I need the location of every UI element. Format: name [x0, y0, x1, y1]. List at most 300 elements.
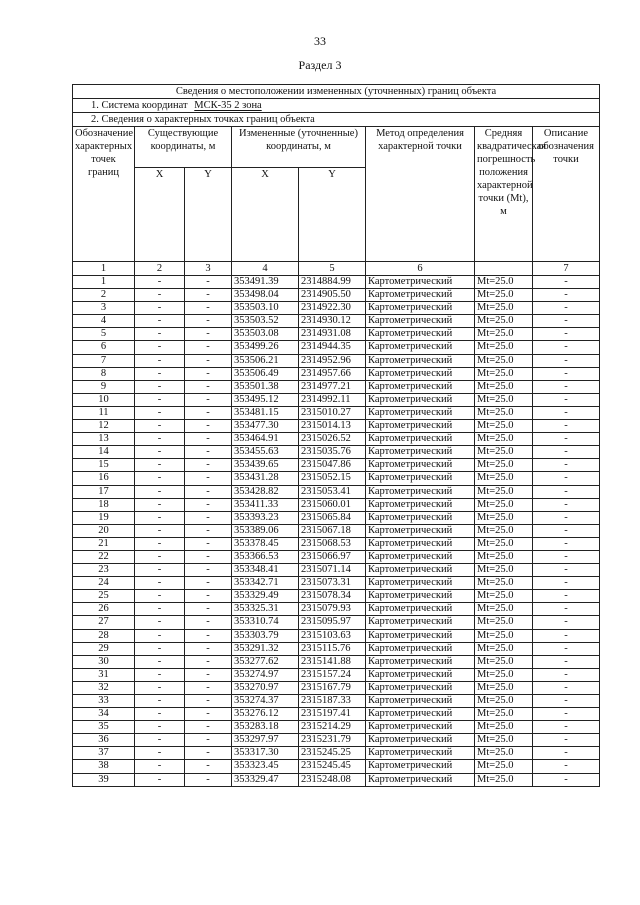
existing-x-cell: -: [135, 511, 185, 524]
table-row: [73, 577, 600, 590]
changed-x-cell: 353329.47: [232, 773, 299, 786]
header-description: Описание обозначения точки: [533, 127, 600, 262]
accuracy-cell: Mt=25.0: [475, 498, 533, 511]
point-number-cell: 7: [73, 354, 135, 367]
point-number-cell: 34: [73, 708, 135, 721]
table-title: Сведения о местоположении измененных (уточненных) границ объекта: [73, 85, 600, 99]
table-row: [73, 734, 600, 747]
accuracy-cell: Mt=25.0: [475, 367, 533, 380]
existing-x-cell: -: [135, 472, 185, 485]
table-row: [73, 629, 600, 642]
changed-x-cell: 353274.37: [232, 695, 299, 708]
point-number-cell: 29: [73, 642, 135, 655]
point-number-cell: 20: [73, 524, 135, 537]
changed-x-cell: 353464.91: [232, 433, 299, 446]
description-cell: -: [533, 708, 600, 721]
method-cell: Картометрический: [366, 420, 475, 433]
accuracy-cell: Mt=25.0: [475, 734, 533, 747]
table-row: [73, 472, 600, 485]
description-cell: -: [533, 328, 600, 341]
table-row: [73, 760, 600, 773]
point-number-cell: 35: [73, 721, 135, 734]
existing-x-cell: -: [135, 367, 185, 380]
accuracy-cell: Mt=25.0: [475, 616, 533, 629]
table-row: [73, 537, 600, 550]
changed-x-cell: 353277.62: [232, 655, 299, 668]
changed-y-cell: 2315078.34: [299, 590, 366, 603]
table-row: [73, 590, 600, 603]
existing-x-cell: -: [135, 695, 185, 708]
point-number-cell: 26: [73, 603, 135, 616]
changed-y-cell: 2315115.76: [299, 642, 366, 655]
accuracy-cell: Mt=25.0: [475, 459, 533, 472]
description-cell: -: [533, 616, 600, 629]
existing-y-cell: -: [185, 773, 232, 786]
changed-x-cell: 353503.10: [232, 302, 299, 315]
description-cell: -: [533, 485, 600, 498]
changed-x-cell: 353378.45: [232, 537, 299, 550]
existing-y-cell: -: [185, 734, 232, 747]
point-number-cell: 19: [73, 511, 135, 524]
existing-y-cell: -: [185, 668, 232, 681]
existing-x-cell: -: [135, 564, 185, 577]
table-row: [73, 681, 600, 694]
changed-y-cell: 2315035.76: [299, 446, 366, 459]
point-number-cell: 36: [73, 734, 135, 747]
changed-y-cell: 2315187.33: [299, 695, 366, 708]
changed-x-cell: 353276.12: [232, 708, 299, 721]
changed-x-cell: 353310.74: [232, 616, 299, 629]
table-row: [73, 550, 600, 563]
table-row: [73, 446, 600, 459]
description-cell: -: [533, 276, 600, 289]
header-existing-x: X: [135, 168, 185, 262]
method-cell: Картометрический: [366, 590, 475, 603]
changed-y-cell: 2315197.41: [299, 708, 366, 721]
table-row: [73, 668, 600, 681]
changed-y-cell: 2315214.29: [299, 721, 366, 734]
existing-x-cell: -: [135, 629, 185, 642]
method-cell: Картометрический: [366, 564, 475, 577]
method-cell: Картометрический: [366, 524, 475, 537]
column-numbers-row: [73, 262, 600, 276]
existing-x-cell: -: [135, 655, 185, 668]
accuracy-cell: Mt=25.0: [475, 276, 533, 289]
method-cell: Картометрический: [366, 276, 475, 289]
method-cell: Картометрический: [366, 681, 475, 694]
changed-x-cell: 353270.97: [232, 681, 299, 694]
existing-x-cell: -: [135, 354, 185, 367]
existing-x-cell: -: [135, 550, 185, 563]
changed-y-cell: 2315066.97: [299, 550, 366, 563]
point-number-cell: 8: [73, 367, 135, 380]
changed-y-cell: 2315245.45: [299, 760, 366, 773]
changed-x-cell: 353297.97: [232, 734, 299, 747]
existing-x-cell: -: [135, 459, 185, 472]
description-cell: -: [533, 577, 600, 590]
table-row: [73, 341, 600, 354]
changed-x-cell: 353291.32: [232, 642, 299, 655]
table-row: [73, 616, 600, 629]
existing-x-cell: -: [135, 380, 185, 393]
point-number-cell: 3: [73, 302, 135, 315]
existing-y-cell: -: [185, 380, 232, 393]
point-number-cell: 32: [73, 681, 135, 694]
existing-x-cell: -: [135, 642, 185, 655]
description-cell: -: [533, 773, 600, 786]
accuracy-cell: Mt=25.0: [475, 708, 533, 721]
existing-x-cell: -: [135, 721, 185, 734]
method-cell: Картометрический: [366, 459, 475, 472]
accuracy-cell: Mt=25.0: [475, 695, 533, 708]
changed-x-cell: 353495.12: [232, 393, 299, 406]
changed-x-cell: 353342.71: [232, 577, 299, 590]
method-cell: Картометрический: [366, 367, 475, 380]
description-cell: -: [533, 498, 600, 511]
existing-x-cell: -: [135, 537, 185, 550]
description-cell: -: [533, 681, 600, 694]
existing-y-cell: -: [185, 367, 232, 380]
accuracy-cell: Mt=25.0: [475, 629, 533, 642]
page-number: 33: [314, 34, 326, 48]
changed-y-cell: 2315052.15: [299, 472, 366, 485]
changed-y-cell: 2315053.41: [299, 485, 366, 498]
changed-x-cell: 353431.28: [232, 472, 299, 485]
existing-y-cell: -: [185, 537, 232, 550]
table-row: [73, 459, 600, 472]
existing-y-cell: -: [185, 695, 232, 708]
existing-y-cell: -: [185, 354, 232, 367]
changed-y-cell: 2315157.24: [299, 668, 366, 681]
method-cell: Картометрический: [366, 577, 475, 590]
method-cell: Картометрический: [366, 446, 475, 459]
accuracy-cell: Mt=25.0: [475, 485, 533, 498]
method-cell: Картометрический: [366, 760, 475, 773]
existing-x-cell: -: [135, 446, 185, 459]
point-number-cell: 12: [73, 420, 135, 433]
point-number-cell: 22: [73, 550, 135, 563]
existing-y-cell: -: [185, 760, 232, 773]
accuracy-cell: Mt=25.0: [475, 380, 533, 393]
changed-y-cell: 2315068.53: [299, 537, 366, 550]
header-changed-y: Y: [299, 168, 366, 262]
accuracy-cell: Mt=25.0: [475, 406, 533, 419]
accuracy-cell: Mt=25.0: [475, 590, 533, 603]
changed-y-cell: 2315071.14: [299, 564, 366, 577]
existing-y-cell: -: [185, 406, 232, 419]
point-number-cell: 1: [73, 276, 135, 289]
method-cell: Картометрический: [366, 433, 475, 446]
changed-x-cell: 353506.49: [232, 367, 299, 380]
existing-y-cell: -: [185, 629, 232, 642]
changed-y-cell: 2314931.08: [299, 328, 366, 341]
existing-y-cell: -: [185, 315, 232, 328]
table-row: [73, 367, 600, 380]
description-cell: -: [533, 734, 600, 747]
column-number: 4: [232, 262, 299, 276]
point-number-cell: 24: [73, 577, 135, 590]
point-number-cell: 9: [73, 380, 135, 393]
changed-x-cell: 353411.33: [232, 498, 299, 511]
changed-y-cell: 2314884.99: [299, 276, 366, 289]
changed-y-cell: 2315079.93: [299, 603, 366, 616]
description-cell: -: [533, 406, 600, 419]
point-number-cell: 17: [73, 485, 135, 498]
column-number: 2: [135, 262, 185, 276]
table-row: [73, 773, 600, 786]
point-number-cell: 5: [73, 328, 135, 341]
method-cell: Картометрический: [366, 773, 475, 786]
existing-y-cell: -: [185, 524, 232, 537]
accuracy-cell: Mt=25.0: [475, 642, 533, 655]
point-number-cell: 33: [73, 695, 135, 708]
accuracy-cell: Mt=25.0: [475, 393, 533, 406]
description-cell: -: [533, 433, 600, 446]
table-row: [73, 380, 600, 393]
existing-x-cell: -: [135, 747, 185, 760]
table-row: [73, 642, 600, 655]
changed-y-cell: 2314952.96: [299, 354, 366, 367]
method-cell: Картометрический: [366, 328, 475, 341]
description-cell: -: [533, 695, 600, 708]
table-row: [73, 302, 600, 315]
table-row: [73, 708, 600, 721]
method-cell: Картометрический: [366, 642, 475, 655]
existing-y-cell: -: [185, 302, 232, 315]
description-cell: -: [533, 289, 600, 302]
changed-x-cell: 353481.15: [232, 406, 299, 419]
accuracy-cell: Mt=25.0: [475, 524, 533, 537]
description-cell: -: [533, 354, 600, 367]
description-cell: -: [533, 446, 600, 459]
table-row: [73, 695, 600, 708]
changed-x-cell: 353499.26: [232, 341, 299, 354]
existing-x-cell: -: [135, 341, 185, 354]
description-cell: -: [533, 760, 600, 773]
table-row: [73, 406, 600, 419]
existing-y-cell: -: [185, 747, 232, 760]
method-cell: Картометрический: [366, 537, 475, 550]
changed-x-cell: 353506.21: [232, 354, 299, 367]
existing-y-cell: -: [185, 328, 232, 341]
existing-y-cell: -: [185, 550, 232, 563]
method-cell: Картометрический: [366, 354, 475, 367]
table-row: [73, 721, 600, 734]
existing-y-cell: -: [185, 433, 232, 446]
method-cell: Картометрический: [366, 472, 475, 485]
accuracy-cell: Mt=25.0: [475, 760, 533, 773]
point-number-cell: 30: [73, 655, 135, 668]
existing-x-cell: -: [135, 760, 185, 773]
method-cell: Картометрический: [366, 695, 475, 708]
method-cell: Картометрический: [366, 668, 475, 681]
changed-y-cell: 2315073.31: [299, 577, 366, 590]
accuracy-cell: Mt=25.0: [475, 328, 533, 341]
boundary-points-table: [72, 84, 600, 787]
column-number: [475, 262, 533, 276]
existing-y-cell: -: [185, 590, 232, 603]
description-cell: -: [533, 367, 600, 380]
changed-y-cell: 2315067.18: [299, 524, 366, 537]
accuracy-cell: Mt=25.0: [475, 655, 533, 668]
existing-x-cell: -: [135, 577, 185, 590]
header-changed: Измененные (уточненные) координаты, м: [232, 127, 366, 168]
changed-y-cell: 2315167.79: [299, 681, 366, 694]
table-row: [73, 328, 600, 341]
point-number-cell: 37: [73, 747, 135, 760]
changed-x-cell: 353303.79: [232, 629, 299, 642]
table-row: [73, 603, 600, 616]
accuracy-cell: Mt=25.0: [475, 773, 533, 786]
point-number-cell: 14: [73, 446, 135, 459]
accuracy-cell: Mt=25.0: [475, 289, 533, 302]
existing-x-cell: -: [135, 590, 185, 603]
existing-y-cell: -: [185, 655, 232, 668]
description-cell: -: [533, 524, 600, 537]
header-method: Метод определения характерной точки: [366, 127, 475, 262]
existing-y-cell: -: [185, 485, 232, 498]
description-cell: -: [533, 629, 600, 642]
description-cell: -: [533, 668, 600, 681]
accuracy-cell: Mt=25.0: [475, 747, 533, 760]
accuracy-cell: Mt=25.0: [475, 433, 533, 446]
accuracy-cell: Mt=25.0: [475, 564, 533, 577]
description-cell: -: [533, 747, 600, 760]
table-row: [73, 564, 600, 577]
changed-y-cell: 2315095.97: [299, 616, 366, 629]
changed-y-cell: 2315245.25: [299, 747, 366, 760]
method-cell: Картометрический: [366, 629, 475, 642]
existing-x-cell: -: [135, 603, 185, 616]
point-number-cell: 13: [73, 433, 135, 446]
point-number-cell: 16: [73, 472, 135, 485]
existing-x-cell: -: [135, 668, 185, 681]
points-info: 2. Сведения о характерных точках границ объекта: [73, 113, 600, 127]
description-cell: -: [533, 537, 600, 550]
method-cell: Картометрический: [366, 498, 475, 511]
description-cell: -: [533, 315, 600, 328]
accuracy-cell: Mt=25.0: [475, 420, 533, 433]
column-number: 5: [299, 262, 366, 276]
changed-y-cell: 2314905.50: [299, 289, 366, 302]
header-existing-y: Y: [185, 168, 232, 262]
changed-x-cell: 353491.39: [232, 276, 299, 289]
changed-y-cell: 2315103.63: [299, 629, 366, 642]
changed-x-cell: 353325.31: [232, 603, 299, 616]
method-cell: Картометрический: [366, 393, 475, 406]
method-cell: Картометрический: [366, 315, 475, 328]
method-cell: Картометрический: [366, 734, 475, 747]
existing-x-cell: -: [135, 315, 185, 328]
changed-y-cell: 2315047.86: [299, 459, 366, 472]
changed-x-cell: 353455.63: [232, 446, 299, 459]
changed-y-cell: 2314944.35: [299, 341, 366, 354]
existing-x-cell: -: [135, 433, 185, 446]
existing-y-cell: -: [185, 420, 232, 433]
header-changed-x: X: [232, 168, 299, 262]
table-row: [73, 354, 600, 367]
description-cell: -: [533, 603, 600, 616]
column-number: 6: [366, 262, 475, 276]
changed-x-cell: 353428.82: [232, 485, 299, 498]
method-cell: Картометрический: [366, 721, 475, 734]
point-number-cell: 21: [73, 537, 135, 550]
point-number-cell: 27: [73, 616, 135, 629]
existing-y-cell: -: [185, 459, 232, 472]
table-row: [73, 420, 600, 433]
existing-x-cell: -: [135, 393, 185, 406]
header-existing: Существующие координаты, м: [135, 127, 232, 168]
existing-y-cell: -: [185, 616, 232, 629]
changed-y-cell: 2315026.52: [299, 433, 366, 446]
point-number-cell: 6: [73, 341, 135, 354]
existing-x-cell: -: [135, 773, 185, 786]
accuracy-cell: Mt=25.0: [475, 302, 533, 315]
description-cell: -: [533, 721, 600, 734]
existing-x-cell: -: [135, 289, 185, 302]
description-cell: -: [533, 642, 600, 655]
point-number-cell: 25: [73, 590, 135, 603]
description-cell: -: [533, 655, 600, 668]
accuracy-cell: Mt=25.0: [475, 446, 533, 459]
table-row: [73, 276, 600, 289]
changed-x-cell: 353366.53: [232, 550, 299, 563]
changed-x-cell: 353317.30: [232, 747, 299, 760]
point-number-cell: 4: [73, 315, 135, 328]
accuracy-cell: Mt=25.0: [475, 577, 533, 590]
method-cell: Картометрический: [366, 406, 475, 419]
table-row: [73, 433, 600, 446]
accuracy-cell: Mt=25.0: [475, 315, 533, 328]
changed-y-cell: 2314957.66: [299, 367, 366, 380]
accuracy-cell: Mt=25.0: [475, 550, 533, 563]
existing-x-cell: -: [135, 681, 185, 694]
point-number-cell: 2: [73, 289, 135, 302]
existing-x-cell: -: [135, 420, 185, 433]
point-number-cell: 15: [73, 459, 135, 472]
table-row: [73, 524, 600, 537]
description-cell: -: [533, 564, 600, 577]
existing-x-cell: -: [135, 406, 185, 419]
changed-x-cell: 353329.49: [232, 590, 299, 603]
accuracy-cell: Mt=25.0: [475, 511, 533, 524]
existing-y-cell: -: [185, 681, 232, 694]
method-cell: Картометрический: [366, 550, 475, 563]
existing-y-cell: -: [185, 498, 232, 511]
changed-y-cell: 2315010.27: [299, 406, 366, 419]
description-cell: -: [533, 420, 600, 433]
accuracy-cell: Mt=25.0: [475, 603, 533, 616]
existing-y-cell: -: [185, 289, 232, 302]
method-cell: Картометрический: [366, 616, 475, 629]
changed-y-cell: 2315060.01: [299, 498, 366, 511]
accuracy-cell: Mt=25.0: [475, 681, 533, 694]
existing-y-cell: -: [185, 276, 232, 289]
existing-y-cell: -: [185, 472, 232, 485]
description-cell: -: [533, 341, 600, 354]
existing-y-cell: -: [185, 564, 232, 577]
existing-x-cell: -: [135, 498, 185, 511]
changed-y-cell: 2315248.08: [299, 773, 366, 786]
point-number-cell: 39: [73, 773, 135, 786]
changed-x-cell: 353283.18: [232, 721, 299, 734]
point-number-cell: 10: [73, 393, 135, 406]
existing-x-cell: -: [135, 524, 185, 537]
changed-y-cell: 2314977.21: [299, 380, 366, 393]
table-row: [73, 498, 600, 511]
changed-x-cell: 353393.23: [232, 511, 299, 524]
table-row: [73, 393, 600, 406]
